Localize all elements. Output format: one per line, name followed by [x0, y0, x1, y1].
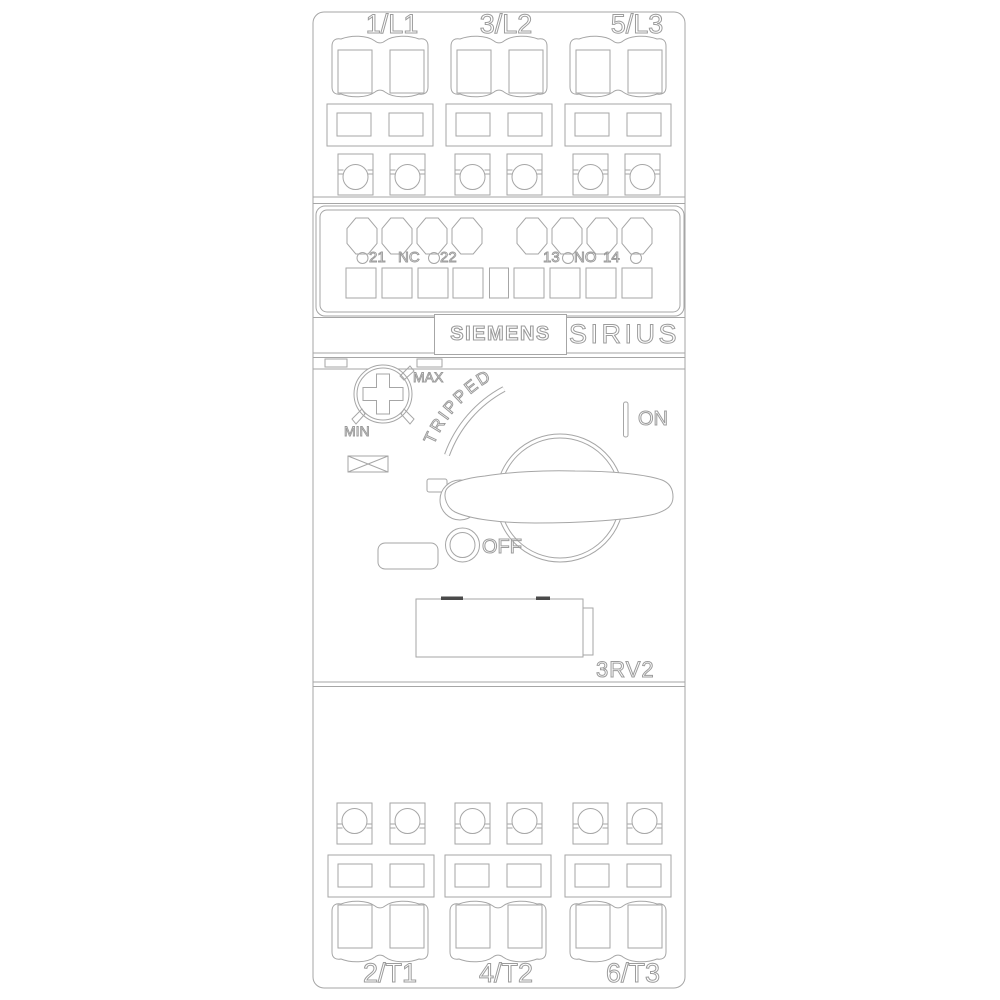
off-button[interactable]	[446, 528, 480, 562]
dial-tick-se	[401, 409, 414, 424]
rotary-handle[interactable]	[427, 434, 673, 562]
brand-plate	[434, 314, 567, 355]
on-label: ON	[638, 408, 668, 430]
top-module-seam	[313, 197, 685, 204]
aux-no-left-label: 13	[543, 249, 560, 266]
load-terminal-label-2: 4/T2	[478, 958, 534, 988]
test-button[interactable]	[348, 456, 388, 472]
on-marker-bar	[624, 402, 629, 437]
label-clip-left	[441, 597, 463, 601]
bottom-module-seam	[313, 682, 685, 687]
line-terminal-group-2	[446, 36, 552, 195]
aux-nc-right-label: 22	[440, 249, 457, 266]
line-terminal-label-3: 5/L3	[610, 9, 664, 39]
line-terminal-group-3	[565, 36, 671, 195]
reset-pocket	[378, 543, 438, 569]
brand-label: SIEMENS	[450, 323, 551, 345]
off-label: OFF	[482, 536, 522, 558]
label-clip-right	[536, 597, 550, 601]
tripped-label: TRIPPED	[420, 365, 496, 447]
aux-terminal-squares	[346, 268, 652, 298]
load-terminal-group-2	[445, 803, 551, 962]
load-terminal-group-1	[328, 803, 434, 962]
vent-slot-right	[417, 359, 442, 367]
model-label: 3RV2	[596, 657, 655, 682]
current-adjustment-dial[interactable]	[352, 365, 414, 424]
vent-slot-left	[325, 359, 347, 367]
line-terminal-group-1	[327, 36, 433, 195]
aux-no-right-label: 14	[603, 249, 620, 266]
line-terminal-label-1: 1/L1	[365, 9, 419, 39]
series-label: SIRIUS	[569, 319, 681, 349]
dial-max-label: MAX	[413, 369, 444, 385]
load-terminal-label-1: 2/T1	[362, 958, 418, 988]
dial-tick-min	[352, 409, 365, 424]
handle-lever[interactable]	[445, 471, 673, 523]
line-terminal-label-2: 3/L2	[479, 9, 533, 39]
load-terminal-group-3	[565, 803, 671, 962]
dial-min-label: MIN	[344, 423, 370, 439]
aux-nc-left-label: 21	[369, 249, 386, 266]
aux-no-type-label: NO	[574, 249, 597, 266]
label-holder	[416, 597, 593, 658]
aux-nc-type-label: NC	[398, 249, 420, 266]
load-terminal-label-3: 6/T3	[605, 958, 661, 988]
